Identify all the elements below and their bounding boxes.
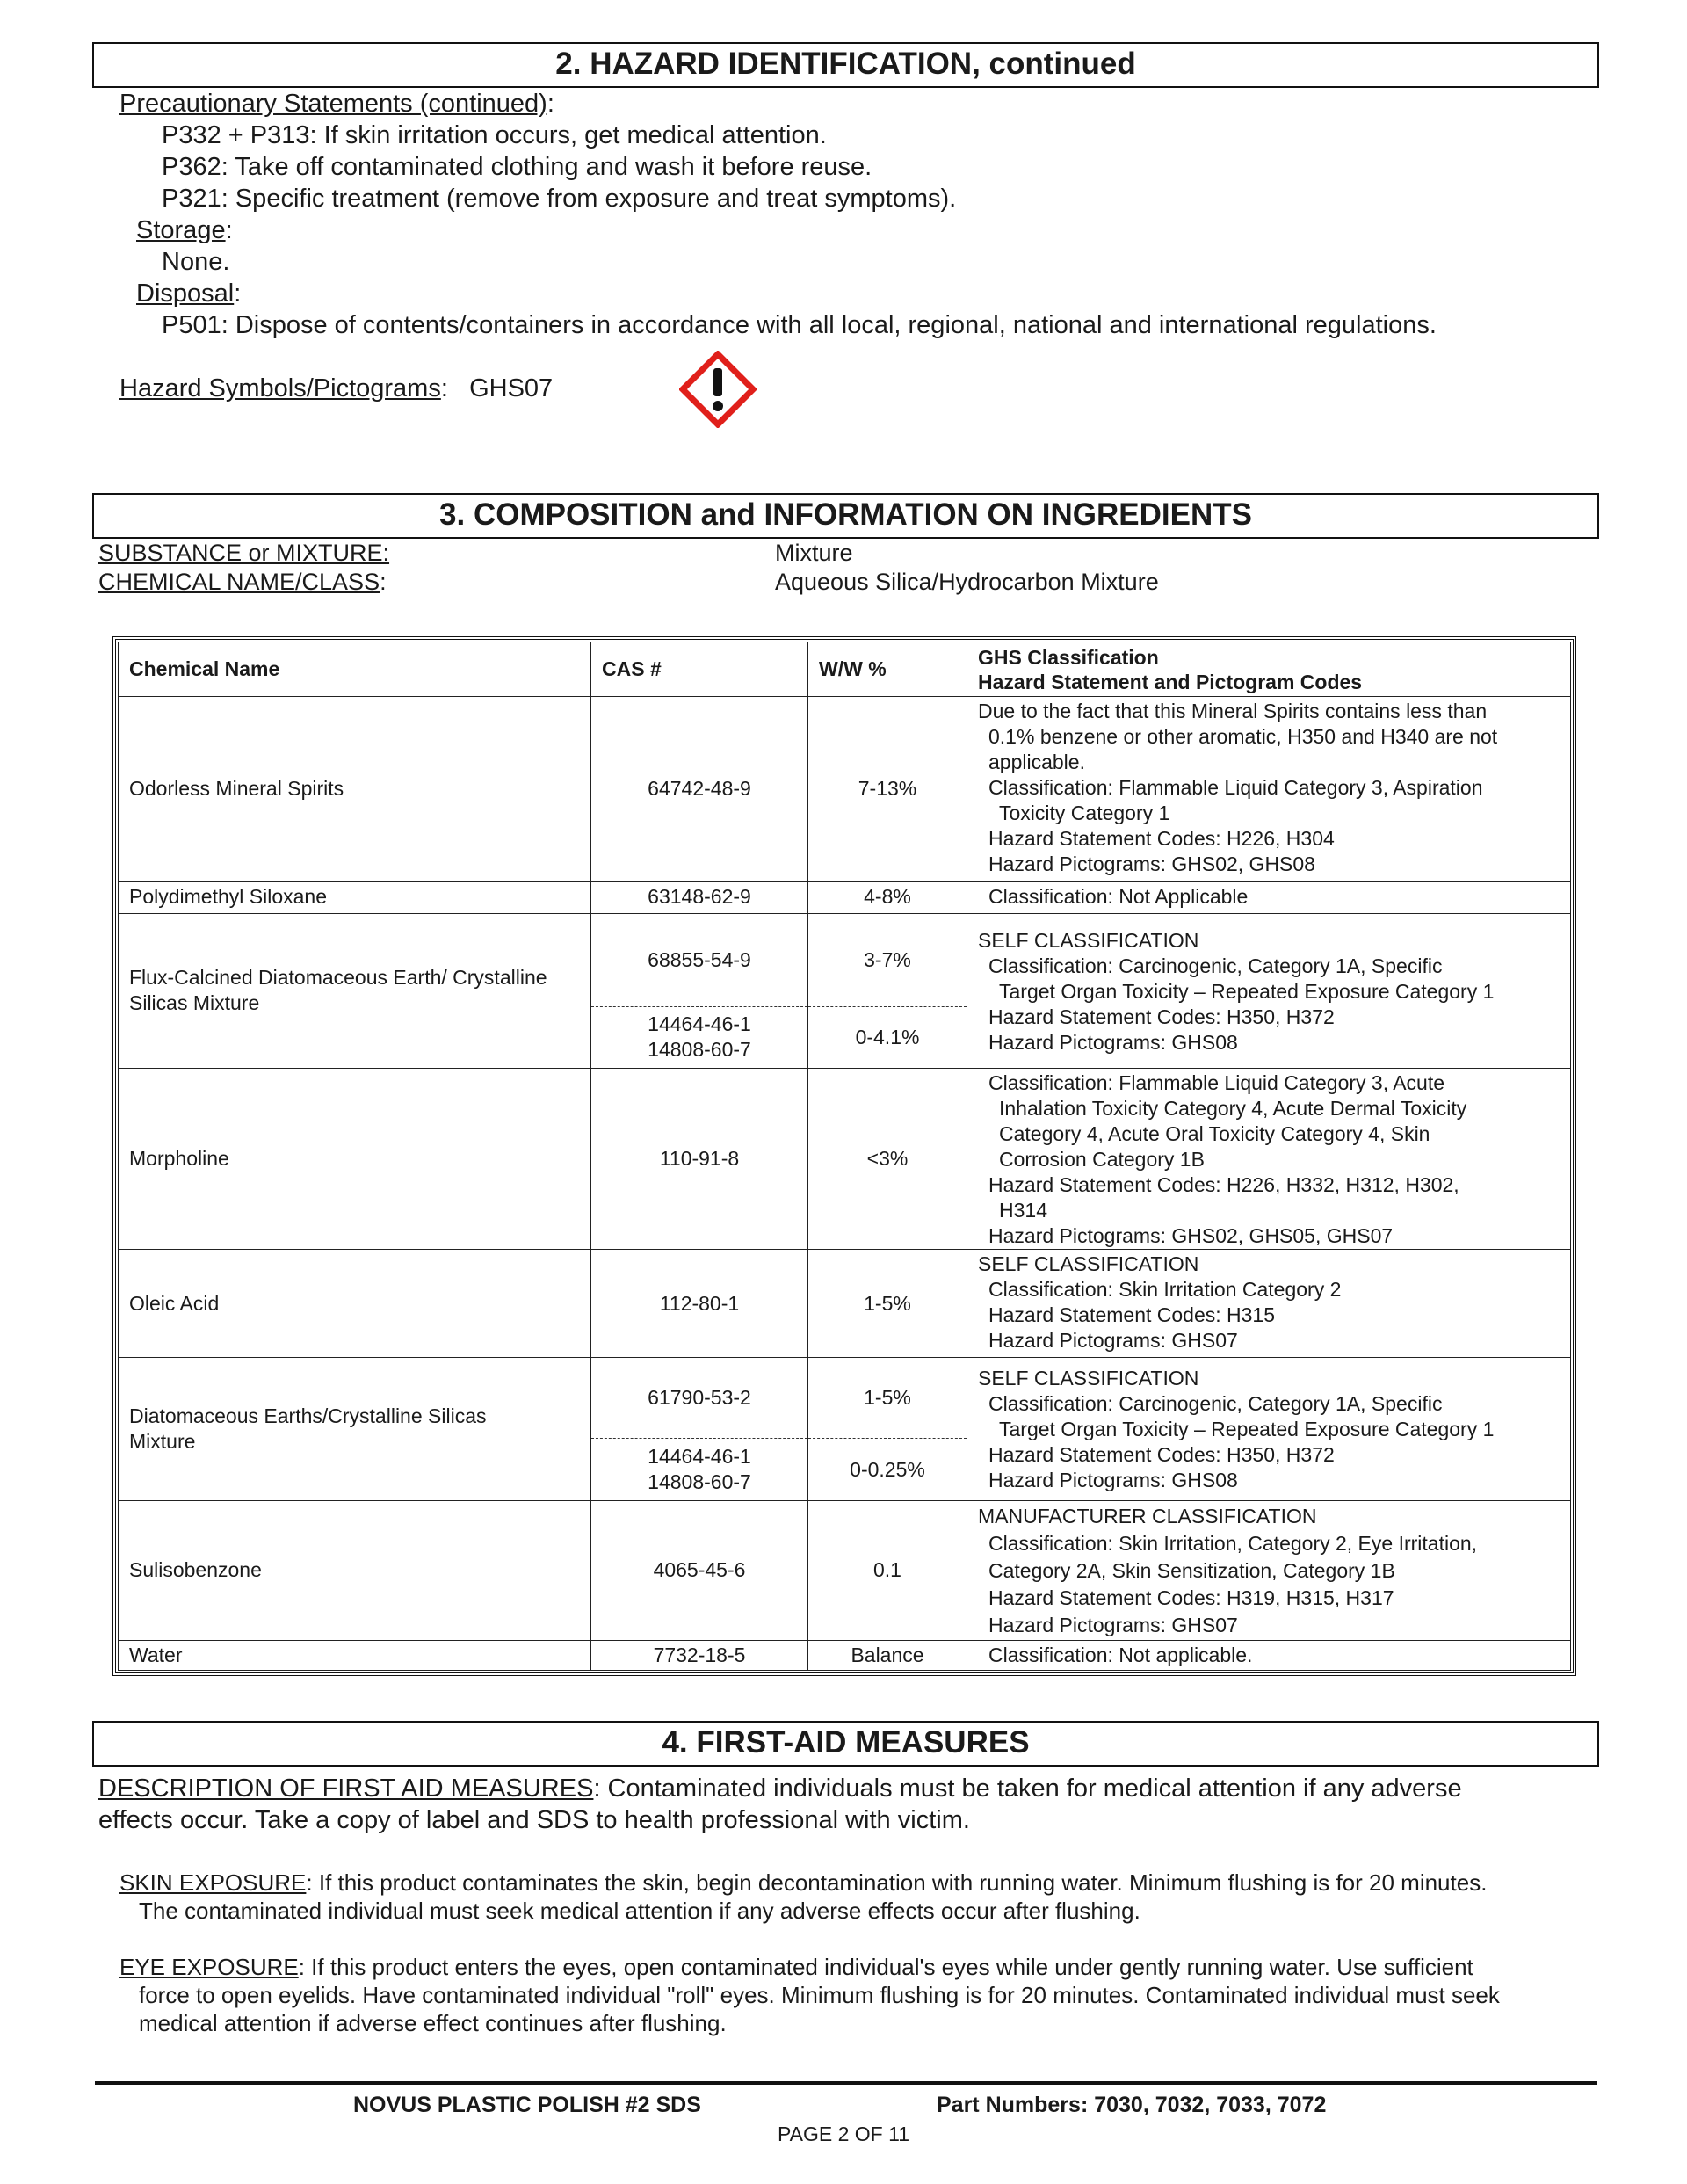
pictogram-code: GHS07 [469,374,554,403]
table-row: Oleic Acid 112-80-1 1-5% SELF CLASSIFICATION Classification: Skin Irritation Category 2 Hazard Statement Codes: H315 Hazard Pictograms: GHS07 [119,1250,1571,1358]
chemical-label: CHEMICAL NAME/CLASS: [98,569,387,595]
storage-text: None. [162,248,230,276]
statement-p321: P321: Specific treatment (remove from exposure and treat symptoms). [162,185,957,213]
header-cas: CAS # [591,642,808,697]
first-aid-description: DESCRIPTION OF FIRST AID MEASURES: Contaminated individuals must be taken for medical attention if any adverse [98,1774,1462,1803]
footer-parts: Part Numbers: 7030, 7032, 7033, 7072 [937,2093,1327,2117]
ghs07-exclamation-icon [679,351,757,428]
eye-exposure-cont2: medical attention if adverse effect continues after flushing. [139,2010,727,2036]
table-header-row [119,642,1571,697]
section-2-header: 2. HAZARD IDENTIFICATION, continued [92,42,1599,88]
section-3-header: 3. COMPOSITION and INFORMATION ON INGREDIENTS [92,493,1599,539]
header-ghs: GHS Classification Hazard Statement and Pictogram Codes [967,642,1571,697]
skin-exposure: SKIN EXPOSURE: If this product contaminates the skin, begin decontamination with running water. Minimum flushing is for 20 minutes. [119,1869,1488,1896]
statement-p362: P362: Take off contaminated clothing and wash it before reuse. [162,153,872,181]
substance-value: Mixture [775,540,853,566]
table-row: Flux-Calcined Diatomaceous Earth/ Crystalline Silicas Mixture 68855-54-9 3-7% SELF CLASSIFICATION Classification: Carcinogenic, Category 1A, Specific Target Organ Toxicity – Repeated Exposure Category 1 Hazard Statement Codes: H350, H372 Hazard Pictograms: GHS08 [119,913,1571,1006]
header-chemical-name: Chemical Name [119,642,591,697]
substance-label: SUBSTANCE or MIXTURE: [98,540,390,566]
disposal-text: P501: Dispose of contents/containers in accordance with all local, regional, national and international regulations. [162,311,1437,339]
first-aid-description-cont: effects occur. Take a copy of label and SDS to health professional with victim. [98,1806,970,1834]
table-row: Morpholine 110-91-8 <3% Classification: Flammable Liquid Category 3, Acute Inhalation Toxicity Category 4, Acute Dermal Toxicity Category 4, Acute Oral Toxicity Category 4, Skin Corrosion Category 1B Hazard Statement Codes: H226, H332, H312, H302, H314 Hazard Pictograms: GHS02, GHS05, GHS07 [119,1068,1571,1249]
footer-page: PAGE 2 OF 11 [778,2122,909,2145]
section-4-header: 4. FIRST-AID MEASURES [92,1721,1599,1767]
storage-heading-row: Storage: [136,216,233,244]
table-row: Sulisobenzone 4065-45-6 0.1 MANUFACTURER CLASSIFICATION Classification: Skin Irritation, Category 2, Eye Irritation, Category 2A, Skin Sensitization, Category 1B Hazard Statement Codes: H319, H315, H317 Hazard Pictograms: GHS07 [119,1500,1571,1640]
pictograms-row: Hazard Symbols/Pictograms: GHS07 [119,374,554,403]
eye-exposure: EYE EXPOSURE: If this product enters the eyes, open contaminated individual's eyes while under gently running water. Use sufficient [119,1954,1473,1980]
table-row: Diatomaceous Earths/Crystalline Silicas Mixture 61790-53-2 1-5% SELF CLASSIFICATION Classification: Carcinogenic, Category 1A, Specific Target Organ Toxicity – Repeated Exposure Category 1 Hazard Statement Codes: H350, H372 Hazard Pictograms: GHS08 [119,1358,1571,1439]
table-row: Odorless Mineral Spirits 64742-48-9 7-13% Due to the fact that this Mineral Spirits contains less than 0.1% benzene or other aromatic, H350 and H340 are not applicable. Classification: Flammable Liquid Category 3, Aspiration Toxicity Category 1 Hazard Statement Codes: H226, H304 Hazard Pictograms: GHS02, GHS08 [119,697,1571,882]
chemical-value: Aqueous Silica/Hydrocarbon Mixture [775,569,1159,595]
footer-product: NOVUS PLASTIC POLISH #2 SDS [353,2093,701,2117]
table-row: Polydimethyl Siloxane 63148-62-9 4-8% Classification: Not Applicable [119,882,1571,913]
statement-p332: P332 + P313: If skin irritation occurs, get medical attention. [162,121,827,149]
header-ww: W/W % [808,642,967,697]
skin-exposure-cont: The contaminated individual must seek medical attention if any adverse effects occur after flushing. [139,1897,1140,1924]
disposal-heading-row: Disposal: [136,279,242,308]
footer-rule [95,2081,1597,2085]
composition-table: Chemical Name CAS # W/W % GHS Classification Hazard Statement and Pictogram Codes Odorless Mineral Spirits 64742-48-9 7-13% Due to the fact that this Mineral Spirits contains less than 0.1% benzene or other aromatic, H350 and H340 are not applicable. Classification: Flammable Liquid Category 3, Aspiration Toxicity Category 1 Hazard Statement Codes: H226, H304 Hazard Pictograms: GHS02, GHS08 Polydimethyl Siloxane 63148-62-9 4-8% Classification: Not Applicable Flux-Calcined Diatomaceous Earth/ Crystalline Silicas Mixture 68855-54-9 3-7% SELF CLASSIFICATION Classification: Carcinogenic, Category 1A, Specific Target Organ Toxicity – Repeated Exposure Category 1 Hazard Statement Codes: H350, H372 Hazard Pictograms: GHS08 14464-46-1 14808-60-7 0-4.1% Morpholine 110-91-8 <3% Classification: Flammable Liquid Category 3, Acute Inhalation Toxicity Category 4, Acute Dermal Toxicity Category 4, Acute Oral Toxicity Category 4, Skin Corrosion Category 1B Hazard Statement Codes: H226, H332, H312, H302, H314 Hazard Pictograms: GHS02, GHS05, GHS07 Oleic Acid 112-80-1 1-5% SELF CLASSIFICATION Classification: Skin Irritation Category 2 Hazard Statement Codes: H315 Hazard Pictograms: GHS07 Diatomaceous Earths/Crystalline Silicas Mixture 61790-53-2 1-5% SELF CLASSIFICATION Classification: Carcinogenic, Category 1A, Specific Target Organ Toxicity – Repeated Exposure Category 1 Hazard Statement Codes: H350, H372 Hazard Pictograms: GHS08 14464-46-1 14808-60-7 0-0.25% Sulisobenzone 4065-45-6 0.1 MANUFACTURER CLASSIFICATION Classification: Skin Irritation, Category 2, Eye Irritation, Category 2A, Skin Sensitization, Category 1B Hazard Statement Codes: H319, H315, H317 Hazard Pictograms: GHS07 Water 7732-18-5 Balance Classification: Not applicable. [112,636,1576,1676]
precautionary-heading-row: Precautionary Statements (continued): [119,90,554,118]
table-row: Water 7732-18-5 Balance Classification: Not applicable. [119,1640,1571,1670]
ghs-cell: Due to the fact that this Mineral Spirits contains less than 0.1% benzene or other aromatic, H350 and H340 are not applicable. Classification: Flammable Liquid Category 3, Aspiration Toxicity Category 1 Hazard Statement Codes: H226, H304 Hazard Pictograms: GHS02, GHS08 [967,697,1571,882]
eye-exposure-cont: force to open eyelids. Have contaminated individual "roll" eyes. Minimum flushing is for 20 minutes. Contaminated individual must seek [139,1982,1500,2008]
